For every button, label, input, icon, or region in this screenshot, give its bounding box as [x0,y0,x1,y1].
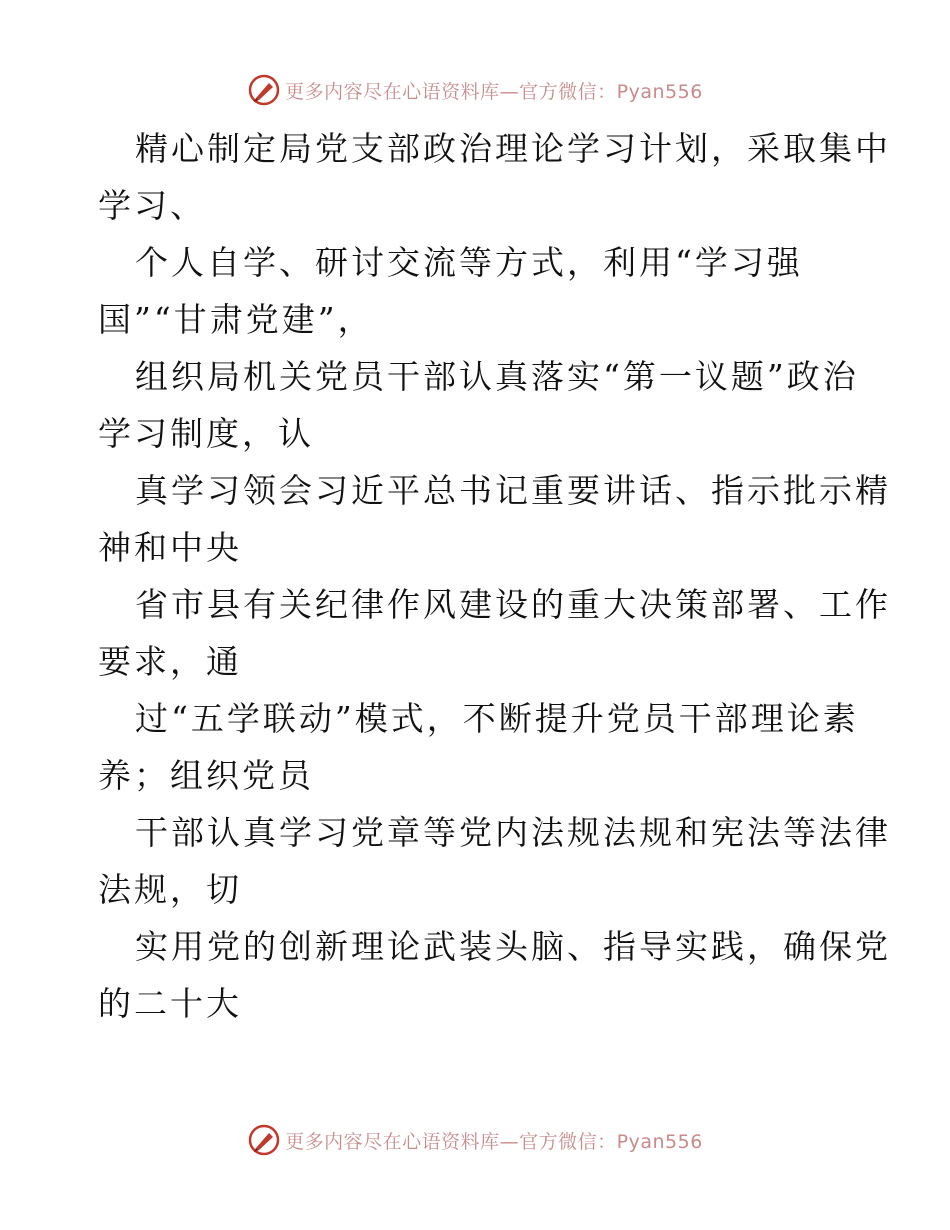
paragraph-line: 过“五学联动”模式，不断提升党员干部理论素 [135,699,859,738]
paragraph-line: 国”“甘肃党建”， [98,300,374,339]
paragraph-line: 实用党的创新理论武装头脑、指导实践，确保党 [135,927,891,966]
pen-nib-logo-icon [247,73,281,107]
paragraph-line: 学习制度，认 [98,414,314,453]
paragraph-line: 法规，切 [98,870,242,909]
paragraph-line: 学习、 [98,186,206,225]
watermark-text: 更多内容尽在心语资料库—官方微信：Pyan556 [285,80,703,103]
paragraph-line: 要求，通 [98,642,242,681]
paragraph-line: 干部认真学习党章等党内法规法规和宪法等法律 [135,813,891,852]
paragraph-line: 组织局机关党员干部认真落实“第一议题”政治 [135,357,859,396]
paragraph-line: 养；组织党员 [98,756,314,795]
paragraph-line: 个人自学、研讨交流等方式，利用“学习强 [135,243,803,282]
header-watermark [0,70,950,110]
paragraph-line: 省市县有关纪律作风建设的重大决策部署、工作 [135,585,891,624]
paragraph-line: 精心制定局党支部政治理论学习计划，采取集中 [135,129,891,168]
paragraph-line: 神和中央 [98,528,242,567]
document-body [98,120,891,1032]
pen-nib-logo-icon [247,1123,281,1157]
footer-watermark [0,1120,950,1160]
watermark-text: 更多内容尽在心语资料库—官方微信：Pyan556 [285,1130,703,1153]
paragraph-line: 真学习领会习近平总书记重要讲话、指示批示精 [135,471,891,510]
paragraph-line: 的二十大 [98,984,242,1023]
